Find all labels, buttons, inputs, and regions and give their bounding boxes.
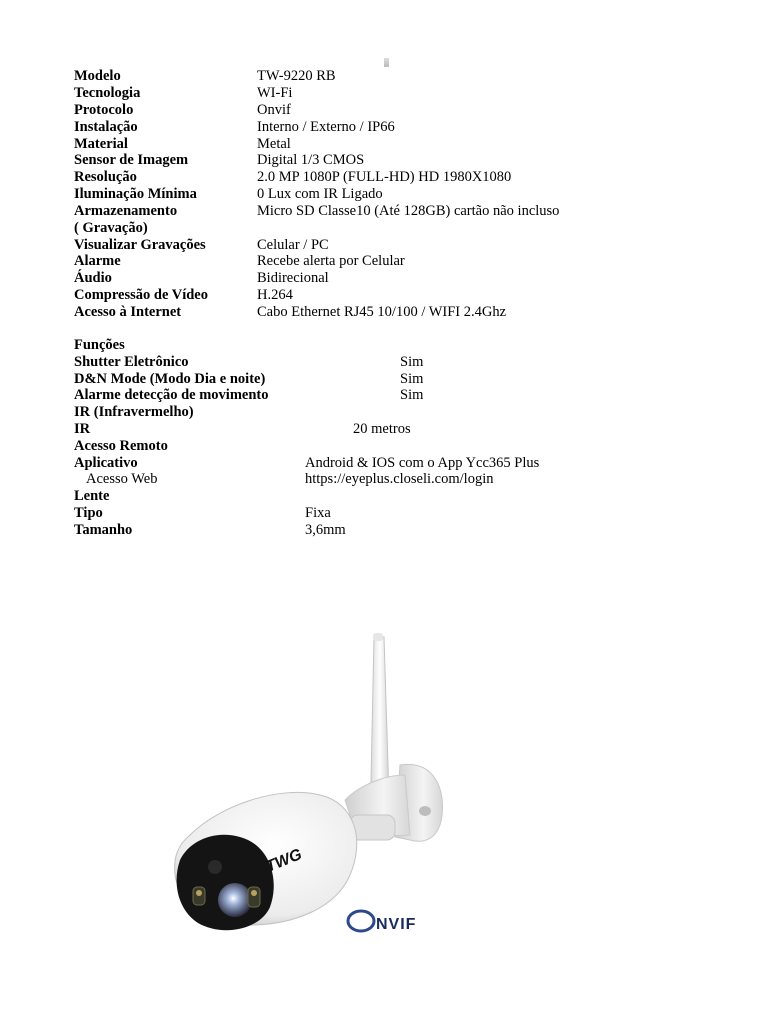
funcao-label: Shutter Eletrônico	[74, 354, 189, 370]
spec-value: Celular / PC	[257, 237, 329, 253]
spec-value: Cabo Ethernet RJ45 10/100 / WIFI 2.4Ghz	[257, 304, 507, 320]
top-mark	[384, 58, 389, 67]
onvif-logo	[348, 911, 416, 933]
tipo-label: Tipo	[74, 505, 103, 521]
camera-brand-label: TWG	[263, 846, 305, 876]
spec-label: Sensor de Imagem	[74, 152, 189, 168]
spec-value: Micro SD Classe10 (Até 128GB) cartão não incluso	[257, 203, 560, 219]
spec-label: Modelo	[74, 68, 121, 84]
acesso-web-label: Acesso Web	[86, 471, 158, 487]
funcao-label: Alarme detecção de movimento	[74, 387, 269, 403]
spec-value: 0 Lux com IR Ligado	[257, 186, 383, 202]
spec-value: TW-9220 RB	[257, 68, 336, 84]
wall-mount	[345, 764, 443, 841]
spec-value: 2.0 MP 1080P (FULL-HD) HD 1980X1080	[257, 169, 512, 185]
spec-value: Interno / Externo / IP66	[257, 119, 395, 135]
spec-value: Bidirecional	[257, 270, 329, 286]
spec-label: Tecnologia	[74, 85, 141, 101]
spec-value: Metal	[257, 136, 291, 152]
spec-value: Onvif	[257, 102, 291, 118]
spec-label: Instalação	[74, 119, 138, 135]
spec-label: Armazenamento	[74, 203, 178, 219]
spec-label: Acesso à Internet	[74, 304, 182, 320]
section-heading: Lente	[74, 488, 110, 504]
spec-value: WI-Fi	[257, 85, 293, 101]
spec-label: ( Gravação)	[74, 220, 148, 236]
section-heading: Funções	[74, 337, 125, 353]
aplicativo-value: Android & IOS com o App Ycc365 Plus	[305, 455, 540, 471]
spec-label: Material	[74, 136, 128, 152]
spec-label: Áudio	[74, 270, 112, 286]
spec-label: Iluminação Mínima	[74, 186, 197, 202]
svg-text:NVIF: NVIF	[376, 916, 417, 933]
spec-label: Protocolo	[74, 102, 134, 118]
aplicativo-label: Aplicativo	[74, 455, 138, 471]
funcao-value: Sim	[400, 387, 424, 403]
section-heading: IR (Infravermelho)	[74, 404, 194, 420]
ir-value: 20 metros	[353, 421, 411, 437]
funcao-label: D&N Mode (Modo Dia e noite)	[74, 371, 266, 387]
camera-body	[175, 792, 357, 930]
funcao-value: Sim	[400, 371, 424, 387]
tamanho-value: 3,6mm	[305, 522, 346, 538]
spec-label: Alarme	[74, 253, 121, 269]
camera-image	[160, 625, 460, 945]
section-heading: Acesso Remoto	[74, 438, 168, 454]
ir-label: IR	[74, 421, 91, 437]
spec-label: Compressão de Vídeo	[74, 287, 208, 303]
tamanho-label: Tamanho	[74, 522, 133, 538]
acesso-web-value: https://eyeplus.closeli.com/login	[305, 471, 494, 487]
spec-value: H.264	[257, 287, 293, 303]
spec-value: Recebe alerta por Celular	[257, 253, 405, 269]
funcao-value: Sim	[400, 354, 424, 370]
tipo-value: Fixa	[305, 505, 331, 521]
spec-label: Visualizar Gravações	[74, 237, 206, 253]
spec-value: Digital 1/3 CMOS	[257, 152, 365, 168]
spec-label: Resolução	[74, 169, 137, 185]
